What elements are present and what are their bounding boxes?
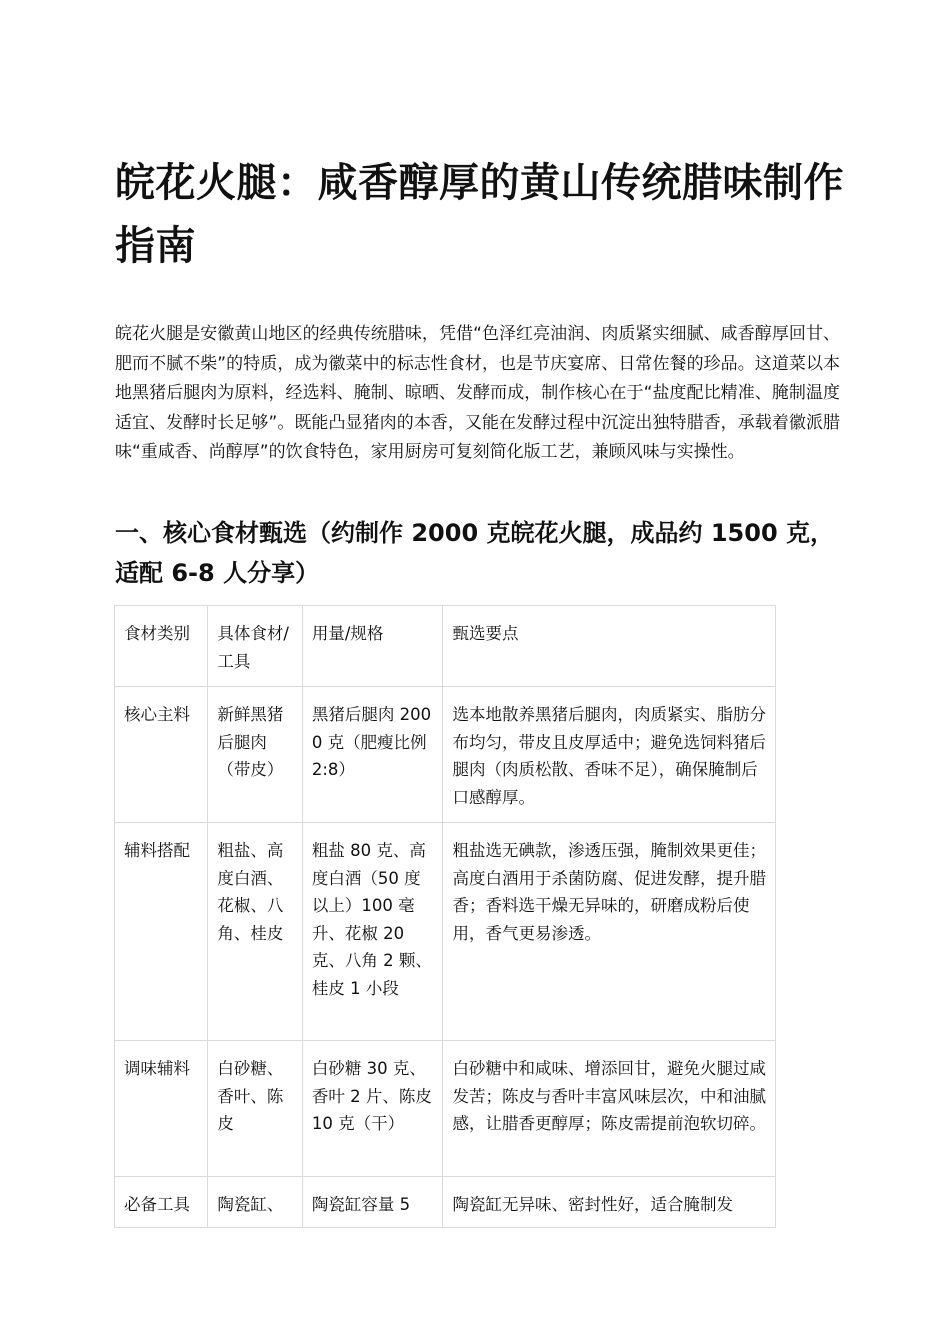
table-cell: 陶瓷缸无异味、密封性好，适合腌制发 [443, 1177, 776, 1229]
page-title: 皖花火腿：咸香醇厚的黄山传统腊味制作指南 [115, 160, 844, 269]
intro-paragraph: 皖花火腿是安徽黄山地区的经典传统腊味，凭借“色泽红亮油润、肉质紧实细腻、咸香醇厚回甘、肥而不腻不柴”的特质，成为徽菜中的标志性食材，也是节庆宴席、日常佐餐的珍品。这道菜以本地黑猪后腿肉为原料，经选料、腌制、晾晒、发酵而成，制作核心在于“盐度配比精准、腌制温度适宜、发酵时长足够”。既能凸显猪肉的本香，又能在发酵过程中沉淀出独特腊香，承载着徽派腊味“重咸香、尚醇厚”的饮食特色，家用厨房可复刻简化版工艺，兼顾风味与实操性。 [115, 324, 840, 462]
table-cell: 选本地散养黑猪后腿肉，肉质紧实、脂肪分布均匀，带皮且皮厚适中；避免选饲料猪后腿肉（肉质松散、香味不足），确保腌制后口感醇厚。 [443, 687, 776, 823]
table-cell: 必备工具 [115, 1177, 208, 1229]
table-header-cell: 甄选要点 [443, 606, 776, 687]
ingredients-table [114, 605, 776, 1228]
table-row [115, 687, 776, 823]
table-cell: 辅料搭配 [115, 823, 208, 1041]
section-heading: 一、核心食材甄选（约制作 2000 克皖花火腿，成品约 1500 克，适配 6-8 人分享） [115, 519, 835, 587]
table-cell: 新鲜黑猪后腿肉（带皮） [208, 687, 302, 823]
table-cell: 粗盐 80 克、高度白酒（50 度以上）100 毫升、花椒 20 克、八角 2 颗、桂皮 1 小段 [302, 823, 443, 1041]
table-cell: 陶瓷缸容量 5 [302, 1177, 443, 1229]
table-row [115, 1177, 776, 1229]
table-row [115, 823, 776, 1041]
table-cell: 黑猪后腿肉 2000 克（肥瘦比例 2:8） [302, 687, 443, 823]
table-cell: 陶瓷缸、 [208, 1177, 302, 1229]
table-header-cell: 具体食材/工具 [208, 606, 302, 687]
table-cell: 粗盐、高度白酒、花椒、八角、桂皮 [208, 823, 302, 1041]
table-header-cell: 食材类别 [115, 606, 208, 687]
table-cell: 粗盐选无碘款，渗透压强，腌制效果更佳；高度白酒用于杀菌防腐、促进发酵，提升腊香；香料选干燥无异味的，研磨成粉后使用，香气更易渗透。 [443, 823, 776, 1041]
ingredients-table-container [114, 605, 776, 1228]
table-cell: 白砂糖、香叶、陈皮 [208, 1041, 302, 1177]
table-cell: 白砂糖 30 克、香叶 2 片、陈皮 10 克（干） [302, 1041, 443, 1177]
table-header-cell: 用量/规格 [302, 606, 443, 687]
table-cell: 白砂糖中和咸味、增添回甘，避免火腿过咸发苦；陈皮与香叶丰富风味层次，中和油腻感，让腊香更醇厚；陈皮需提前泡软切碎。 [443, 1041, 776, 1177]
table-header-row [115, 606, 776, 687]
table-row [115, 1041, 776, 1177]
table-cell: 调味辅料 [115, 1041, 208, 1177]
table-cell: 核心主料 [115, 687, 208, 823]
